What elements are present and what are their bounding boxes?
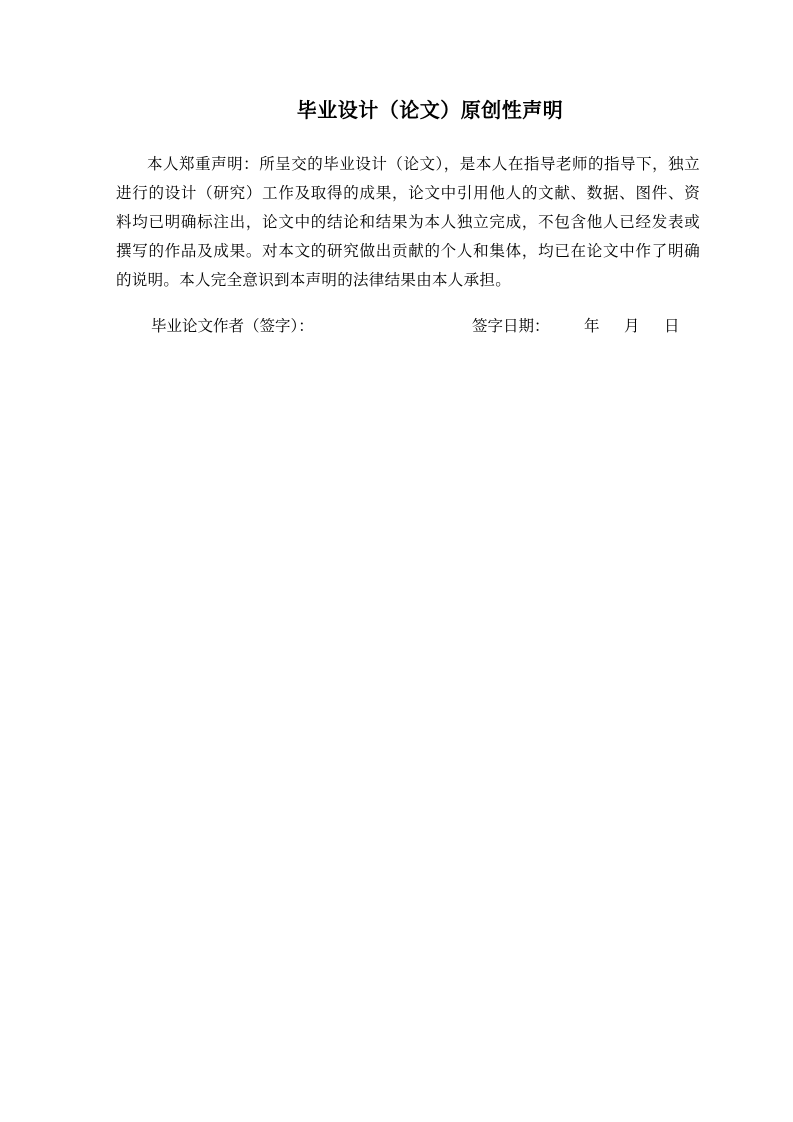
author-signature-label: 毕业论文作者（签字）：: [151, 317, 314, 335]
signature-row: [0, 314, 793, 338]
day-label: 日: [664, 317, 680, 335]
statement-paragraph: 本人郑重声明：所呈交的毕业设计（论文），是本人在指导老师的指导下，独立进行的设计（研究）工作及取得的成果，论文中引用他人的文献、数据、图件、资料均已明确标注出，论文中的结论和结果为本人独立完成，不包含他人已经发表或撰写的作品及成果。对本文的研究做出贡献的个人和集体，均已在论文中作了明确的说明。本人完全意识到本声明的法律结果由本人承担。: [116, 155, 700, 289]
month-label: 月: [624, 317, 640, 335]
year-label: 年: [584, 317, 600, 335]
statement-body: [116, 150, 700, 295]
sign-date-label: 签字日期：: [472, 317, 550, 335]
page-title: 毕业设计（论文）原创性声明: [296, 98, 564, 122]
